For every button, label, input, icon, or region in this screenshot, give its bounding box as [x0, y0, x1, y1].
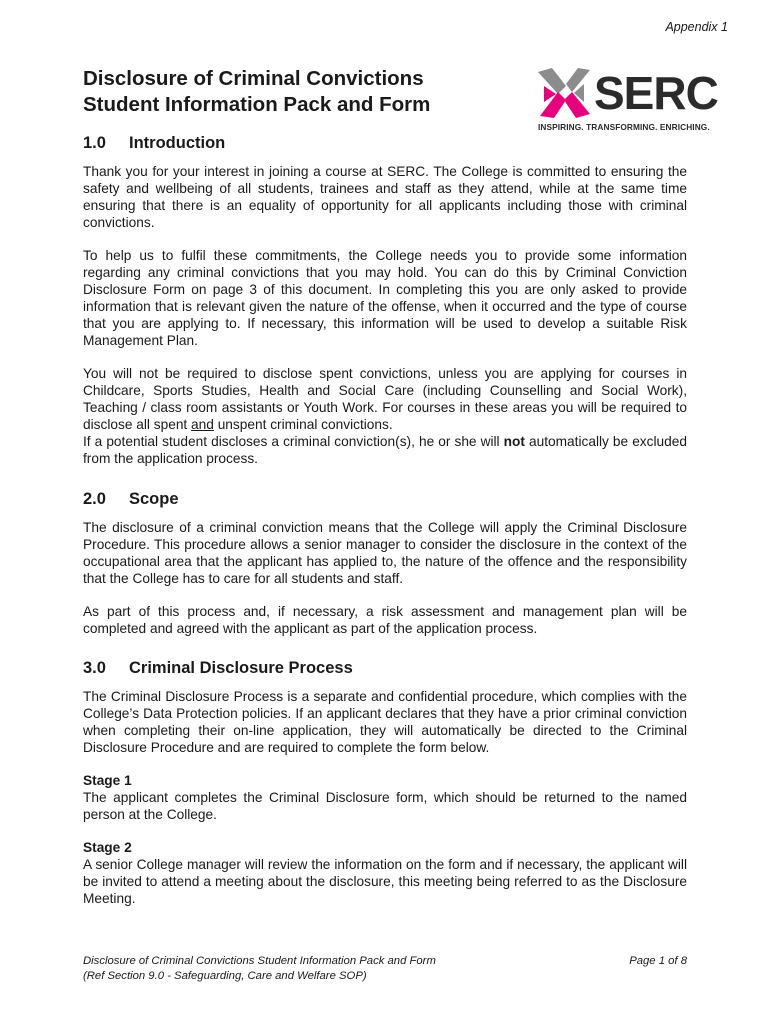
- stage-text: The applicant completes the Criminal Disclosure form, which should be returned to the named person at the College.: [83, 790, 687, 822]
- stage-label: Stage 1: [83, 773, 132, 788]
- section-title: Scope: [129, 490, 179, 508]
- title-line-1: Disclosure of Criminal Convictions: [83, 67, 424, 90]
- serc-wordmark: SERC: [594, 67, 718, 119]
- paragraph: As part of this process and, if necessary, a risk assessment and management plan will be completed and agreed with the applicant as part of the application process.: [83, 604, 687, 636]
- page-footer: [83, 954, 687, 984]
- paragraph: Thank you for your interest in joining a course at SERC. The College is committed to ensuring the safety and wellbeing of all students, trainees and staff as they attend, while at the same time ensuring that there is an equality of opportunity for all applicants including those with criminal convictions.: [83, 164, 687, 230]
- section-heading: [83, 488, 687, 510]
- section-number: 1.0: [83, 134, 106, 152]
- serc-tagline: INSPIRING. TRANSFORMING. ENRICHING.: [538, 122, 710, 132]
- section-title: Criminal Disclosure Process: [129, 659, 353, 677]
- section-scope: [83, 488, 687, 637]
- section-number: 3.0: [83, 659, 106, 677]
- section-criminal-disclosure-process: [83, 657, 687, 907]
- page-title: [83, 66, 513, 118]
- stage-1: [83, 772, 687, 823]
- serc-logo: [536, 66, 726, 136]
- paragraph: To help us to fulfil these commitments, the College needs you to provide some information regarding any criminal convictions that you may hold. You can do this by Criminal Conviction Disclosure Form on page 3 of this document. In completing this you are only asked to provide information that is relevant given the nature of the offense, when it occurred and the type of course that you are applying to. If necessary, this information will be used to develop a suitable Risk Management Plan.: [83, 248, 687, 348]
- title-line-2: Student Information Pack and Form: [83, 93, 431, 116]
- paragraph-spent-convictions: You will not be required to disclose spent convictions, unless you are applying for courses in Childcare, Sports Studies, Health and Social Care (including Counselling and Social Work), Teaching / class room assistants or Youth Work. For courses in these areas you will be required to disclose all spent and unspent criminal convictions. If a potential student discloses a criminal conviction(s), he or she will not automatically be excluded from the application process.: [83, 366, 687, 466]
- section-introduction: [83, 132, 687, 467]
- document-body: [83, 132, 687, 923]
- serc-logo-mark-icon: [536, 66, 592, 120]
- footer-reference: (Ref Section 9.0 - Safeguarding, Care and Welfare SOP): [83, 970, 367, 982]
- section-number: 2.0: [83, 490, 106, 508]
- section-heading: [83, 132, 687, 154]
- stage-label: Stage 2: [83, 840, 132, 855]
- paragraph: The disclosure of a criminal conviction means that the College will apply the Criminal Disclosure Procedure. This procedure allows a senior manager to consider the disclosure in the context of the occupational area that the applicant has applied to, the nature of the offence and the responsibility that the College has to care for all students and staff.: [83, 520, 687, 586]
- underlined-and: and: [191, 417, 214, 432]
- section-heading: [83, 657, 687, 679]
- bold-not: not: [503, 434, 525, 449]
- stage-text: A senior College manager will review the information on the form and if necessary, the applicant will be invited to attend a meeting about the disclosure, this meeting being referred to as the Disclosure Meeting.: [83, 857, 687, 906]
- section-title: Introduction: [129, 134, 226, 152]
- page-number: Page 1 of 8: [629, 955, 687, 967]
- appendix-label: Appendix 1: [665, 20, 728, 34]
- paragraph: The Criminal Disclosure Process is a separate and confidential procedure, which complies with the College’s Data Protection policies. If an applicant declares that they have a prior criminal conviction when completing their on-line application, they will automatically be directed to the Criminal Disclosure Procedure and are required to complete the form below.: [83, 689, 687, 755]
- stage-2: [83, 839, 687, 907]
- footer-title: Disclosure of Criminal Convictions Student Information Pack and Form: [83, 955, 436, 967]
